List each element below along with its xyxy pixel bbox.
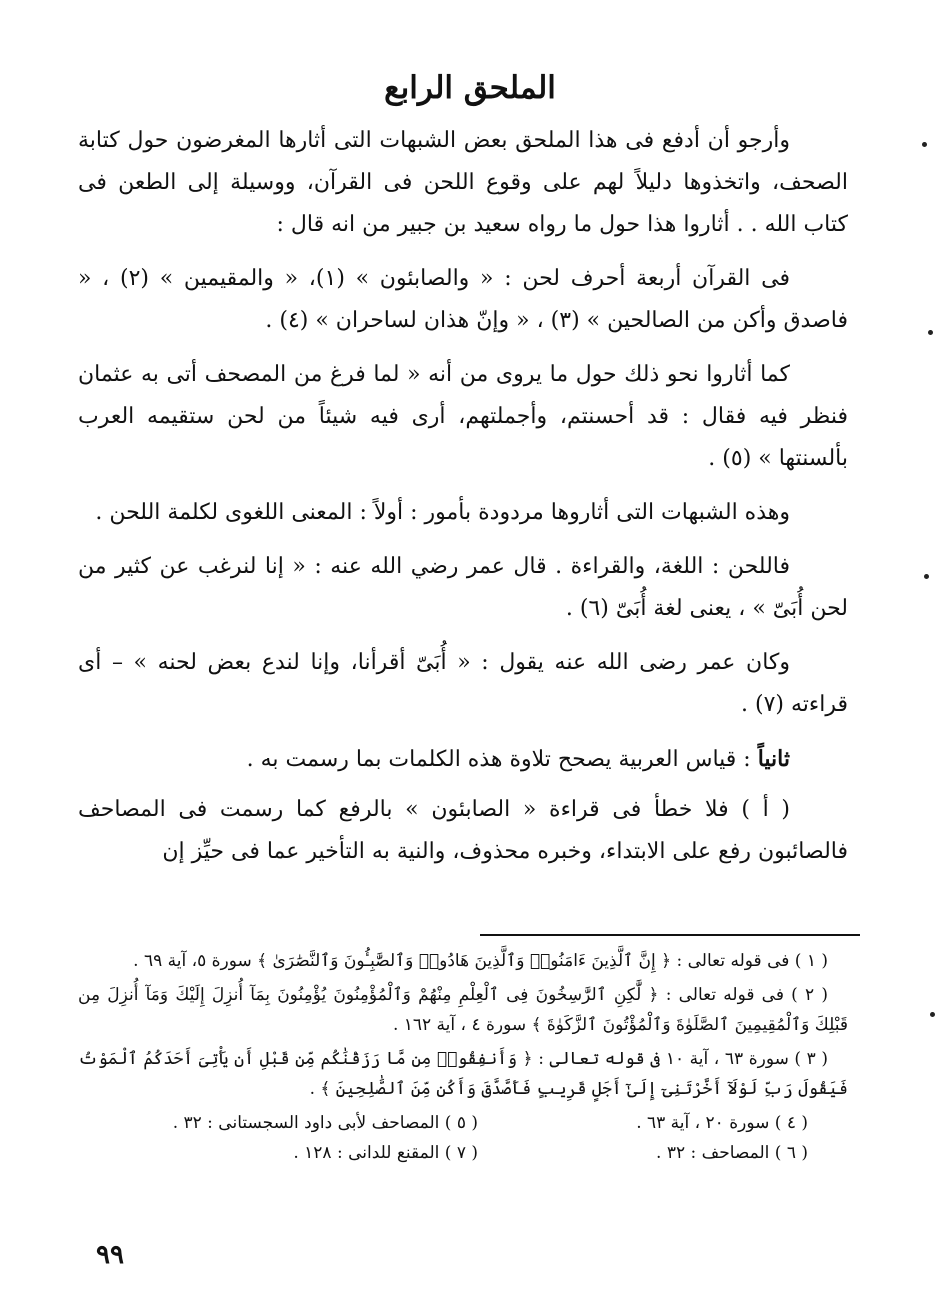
paragraph-four-letters: فى القرآن أربعة أحرف لحن : « والصابئون » (١)، « والمقيمين » (٢) ، « فاصدق وأكن من الصالحين » (٣) ، « وإنّ هذان لساحران » (٤) . — [78, 266, 848, 333]
footnote-1: ( ١ ) فى قوله تعالى : ﴿ إِنَّ ٱلَّذِينَ ءَامَنُوا۟ وَٱلَّذِينَ هَادُوا۟ وَٱلصَّٰبِـُٔونَ وَٱلنَّصَٰرَىٰ ﴾ سورة ٥، آية ٦٩ . — [133, 951, 828, 971]
footnote-divider — [480, 934, 860, 936]
footnote-row-6-7 — [78, 1138, 848, 1168]
footnotes — [78, 946, 848, 1168]
second-point-label: ثانياً — [757, 746, 790, 772]
footnote-5: ( ٥ ) المصاحف لأبى داود السجستانى : ٣٢ . — [172, 1113, 478, 1133]
paragraph-second-point — [78, 738, 848, 781]
footnote-4: ( ٤ ) سورة ٢٠ ، آية ٦٣ . — [636, 1113, 808, 1133]
footnote-6: ( ٦ ) المصاحف : ٣٢ . — [656, 1143, 808, 1163]
page-number: ٩٩ — [96, 1240, 124, 1270]
paragraph-sabiun: ( أ ) فلا خطأ فى قراءة « الصابئون » بالرفع كما رسمت فى المصاحف فالصائبون رفع على الابتداء، وخبره محذوف، والنية به التأخير عما فى حيِّز إن — [78, 797, 848, 864]
scan-speck — [928, 330, 933, 335]
footnote-row-4-5 — [78, 1108, 848, 1138]
second-point-text: : قياس العربية يصحح تلاوة هذه الكلمات بما رسمت به . — [246, 747, 751, 772]
paragraph-uthman: كما أثاروا نحو ذلك حول ما يروى من أنه « لما فرغ من المصحف أتى به عثمان فنظر فيه فقال : قد أحسنتم، وأجملتهم، أرى فيه شيئاً من لحن ستقيمه العرب بألسنتها » (٥) . — [78, 362, 848, 471]
main-text — [78, 120, 848, 885]
footnote-2: ( ٢ ) فى قوله تعالى : ﴿ لَّٰكِنِ ٱلرَّٰسِخُونَ فِى ٱلْعِلْمِ مِنْهُمْ وَٱلْمُؤْمِنُونَ يُؤْمِنُونَ بِمَآ أُنزِلَ إِلَيْكَ وَمَآ أُنزِلَ مِن قَبْلِكَ وَٱلْمُقِيمِينَ ٱلصَّلَوٰةَ وَٱلْمُؤْتُونَ ٱلزَّكَوٰةَ ﴾ سورة ٤ ، آية ١٦٢ . — [78, 985, 848, 1035]
page-title: الملحق الرابع — [384, 70, 556, 106]
paragraph-umar-saying: وكان عمر رضى الله عنه يقول : « أُبَىّ أقرأنا، وإنا لندع بعض لحنه » – أى قراءته (٧) . — [78, 650, 848, 717]
footnote-3: ( ٣ ) سورة ٦٣ ، آية ١٠ فى قوله تعالى : ﴿ وَأَنفِقُوا۟ مِن مَّا رَزَقْنَٰكُم مِّن قَبْلِ أَن يَأْتِىَ أَحَدَكُمُ ٱلْمَوْتُ فَيَقُولَ رَبِّ لَوْلَآ أَخَّرْتَنِىٓ إِلَىٰٓ أَجَلٍ قَرِيبٍ فَأَصَّدَّقَ وَأَكُن مِّنَ ٱلصَّٰلِحِينَ ﴾ . — [78, 1049, 848, 1099]
footnote-7: ( ٧ ) المقنع للدانى : ١٢٨ . — [293, 1143, 478, 1163]
paragraph-lahn-meaning: فاللحن : اللغة، والقراءة . قال عمر رضي الله عنه : « إنا لنرغب عن كثير من لحن أُبَىّ » ، يعنى لغة أُبَىّ (٦) . — [78, 554, 848, 621]
paragraph-intro: وأرجو أن أدفع فى هذا الملحق بعض الشبهات التى أثارها المغرضون حول كتابة الصحف، واتخذوها دليلاً لهم على وقوع اللحن فى القرآن، ووسيلة إلى الطعن فى كتاب الله . . أثاروا هذا حول ما رواه سعيد بن جبير من انه قال : — [78, 128, 848, 237]
paragraph-refutation: وهذه الشبهات التى أثاروها مردودة بأمور : أولاً : المعنى اللغوى لكلمة اللحن . — [95, 500, 790, 525]
scan-speck — [922, 142, 927, 147]
scan-speck — [930, 1012, 935, 1017]
scan-speck — [924, 574, 929, 579]
